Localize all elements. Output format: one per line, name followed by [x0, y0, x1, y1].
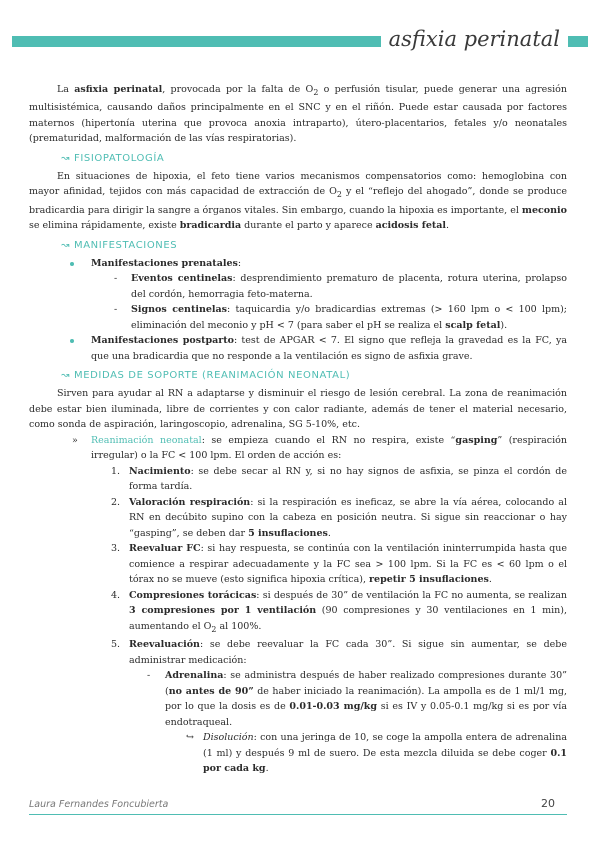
title-bar-left [12, 36, 381, 47]
heading-fisiopatologia: ↝ FISIOPATOLOGÍA [61, 151, 567, 167]
list-item-signos: - Signos centinelas: taquicardia y/o bradicardias extremas (> 160 lpm o < 100 lpm); eliminación del meconio y pH < 7 (para saber el pH se realiza el scalp fetal). [114, 304, 568, 331]
page-number: 20 [541, 797, 555, 810]
bullet-dot-icon [70, 339, 74, 343]
page-content [29, 82, 567, 777]
list-item-reanimacion: » Reanimación neonatal: se empieza cuando el RN no respira, existe “gasping” (respiración irregular) o la FC < 100 lpm. El orden de acción es: [72, 434, 567, 462]
title-bar-right [568, 36, 588, 47]
arrow-icon: ↝ [61, 370, 70, 382]
hook-arrow-icon: ↪ [186, 732, 194, 744]
fisio-paragraph: En situaciones de hipoxia, el feto tiene varios mecanismos compensatorios como: hemoglobina con mayor afinidad, tejidos con más capacidad de extracción de $O_2$ y el “reflejo del ahogado”, donde se produce bradicardia para dirigir la sangre a órganos vitales. Sin embargo, cuando la hipoxia es importante, el meconio se elimina rápidamente, existe bradicardia durante el parto y aparece acidosis fetal. [29, 170, 567, 232]
heading-manifestaciones: ↝ MANIFESTACIONES [61, 238, 567, 254]
list-item-eventos: - Eventos centinelas: desprendimiento prematuro de placenta, rotura uterina, prolapso del cordón, hemorragia feto-materna. [114, 273, 568, 300]
page-title: asfixia perinatal [381, 29, 568, 50]
guillemet-icon: » [72, 434, 78, 446]
step-5: 5. Reevaluación: se debe reevaluar la FC cada 30”. Si sigue sin aumentar, se debe administrar medicación: [111, 639, 567, 666]
list-item-prenatales: Manifestaciones prenatales: [29, 256, 567, 272]
intro-paragraph: La asfixia perinatal, provocada por la falta de $O_2$ o perfusión tisular, puede generar una agresión multisistémica, causando daños principalmente en el SNC y en el riñón. Puede estar causada por factores maternos (hipertonía uterina que provoca anoxia intraparto), útero-placentarios, fetales y/o neonatales (prematuridad, malformación de las vías respiratorias). [29, 84, 568, 145]
arrow-icon: ↝ [61, 239, 70, 251]
step-1: 1. Nacimiento: se debe secar al RN y, si no hay signos de asfixia, se pinza el cordón de forma tardía. [111, 465, 567, 493]
footer-author: Laura Fernandes Foncubierta [29, 799, 169, 810]
title-bar [12, 27, 588, 51]
step-2: 2. Valoración respiración: si la respiración es ineficaz, se abre la vía aérea, colocando al RN en decúbito supino con la cabeza en posición neutra. Si sigue sin reaccionar o hay “gasping”, se deben dar 5 insuflaciones. [111, 496, 568, 539]
list-item-disolucion: ↪ Disolución: con una jeringa de 10, se coge la ampolla entera de adrenalina (1 ml) y después 9 ml de suero. De esta mezcla diluida se debe coger 0.1 por cada kg. [186, 732, 567, 775]
footer-divider [29, 814, 567, 815]
step-3: 3. Reevaluar FC: si hay respuesta, se continúa con la ventilación ininterrumpida hasta que comience a respirar adecuadamente y la FC sea > 100 lpm. Si la FC es < 60 lpm o el tórax no se mueve (esto significa hipoxia crítica), repetir 5 insuflaciones. [111, 543, 567, 586]
arrow-icon: ↝ [61, 152, 70, 164]
dash-icon: - [147, 670, 151, 682]
list-item-adrenalina: - Adrenalina: se administra después de haber realizado compresiones durante 30” (no antes de 90” de haber iniciado la reanimación). La ampolla es de 1 ml/1 mg, por lo que la dosis es de 0.01-0.03 mg/kg si es IV y 0.05-0.1 mg/kg si es por vía endotraqueal. [147, 670, 567, 728]
heading-medidas: ↝ MEDIDAS DE SOPORTE (REANIMACIÓN NEONATAL) [61, 368, 567, 384]
list-item-postparto: Manifestaciones postparto: test de APGAR < 7. El signo que refleja la gravedad es la FC, ya que una bradicardia que no responde a la ventilación es signo de asfixia grave. [29, 333, 567, 364]
step-4: 4. Compresiones torácicas: si después de 30” de ventilación la FC no aumenta, se realizan 3 compresiones por 1 ventilación (90 compresiones y 30 ventilaciones en 1 min), aumentando el $O_2$ al 100%. [111, 589, 567, 634]
bullet-dot-icon [70, 262, 74, 266]
dash-icon: - [114, 304, 118, 316]
medidas-paragraph: Sirven para ayudar al RN a adaptarse y disminuir el riesgo de lesión cerebral. La zona de reanimación debe estar bien iluminada, libre de corrientes y con calor radiante, además de tener el material necesario, como sonda de aspiración, laringoscopio, adrenalina, SG 5-10%, etc. [29, 388, 567, 431]
dash-icon: - [114, 273, 118, 285]
